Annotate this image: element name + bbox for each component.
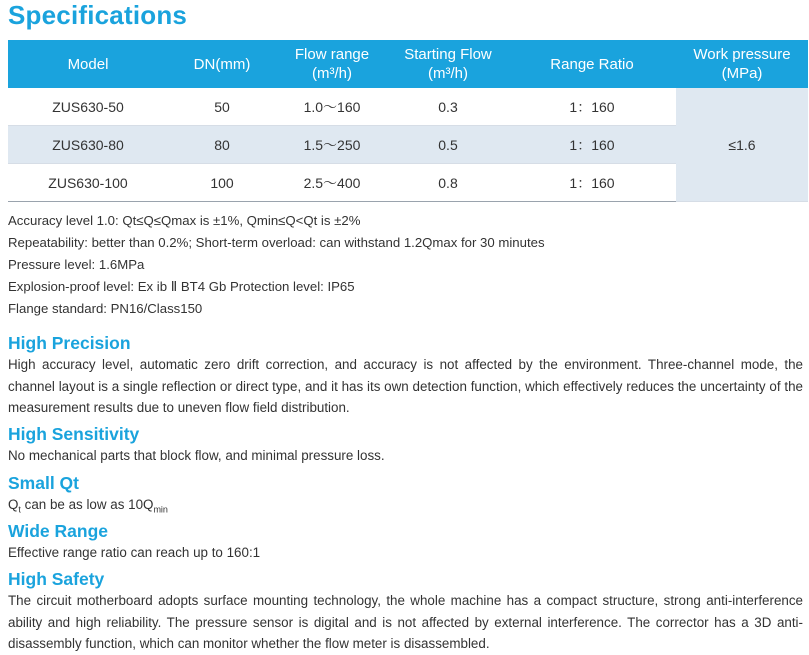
section-small-qt (8, 472, 803, 521)
cell-range-ratio: 1：160 (508, 88, 676, 126)
heading-small-qt: Small Qt (8, 473, 79, 493)
heading-high-sensitivity: High Sensitivity (8, 424, 140, 444)
note-accuracy: Accuracy level 1.0: Qt≤Q≤Qmax is ±1%, Qmin≤Q<Qt is ±2% (8, 213, 361, 228)
page-title: Specifications (8, 0, 188, 30)
cell-starting-flow: 0.3 (388, 88, 508, 126)
text-high-safety: The circuit motherboard adopts surface mounting technology, the whole machine has a compact structure, strong anti-interference ability and high reliability. The pressure sensor is digital and is not affected by external interference. The corrector has a 3D anti-disassembly function, which can monitor whether the flow meter is disassembled. (8, 593, 803, 651)
cell-model: ZUS630-50 (8, 88, 168, 126)
text-high-precision: High accuracy level, automatic zero drift correction, and accuracy is not affected by the environment. Three-channel mode, the channel layout is a single reflection or direct type, and it has its own detection function, which effectively reduces the uncertainty of the measurement results due to uneven flow field distribution. (8, 357, 803, 415)
note-pressure-level: Pressure level: 1.6MPa (8, 257, 145, 272)
table-header-row (8, 40, 808, 88)
header-dn: DN(mm) (168, 40, 276, 88)
cell-model: ZUS630-100 (8, 164, 168, 202)
heading-wide-range: Wide Range (8, 521, 108, 541)
section-wide-range (8, 520, 803, 564)
specifications-table (8, 40, 808, 202)
note-explosion-proof: Explosion-proof level: Ex ib Ⅱ BT4 Gb Protection level: IP65 (8, 279, 355, 294)
text-small-qt: $Q_t$ can be as low as $10Q_{min}$ (8, 497, 168, 515)
cell-flow-range: 1.5～250 (276, 126, 388, 164)
note-repeatability: Repeatability: better than 0.2%; Short-term overload: can withstand 1.2Qmax for 30 minutes (8, 235, 545, 250)
specification-notes (8, 210, 803, 320)
heading-high-safety: High Safety (8, 569, 105, 589)
text-high-sensitivity: No mechanical parts that block flow, and minimal pressure loss. (8, 448, 385, 463)
cell-range-ratio: 1：160 (508, 126, 676, 164)
header-flow-range: Flow range (m³/h) (276, 40, 388, 88)
cell-model: ZUS630-80 (8, 126, 168, 164)
header-starting-flow: Starting Flow (m³/h) (388, 40, 508, 88)
cell-work-pressure: ≤1.6 (676, 88, 808, 202)
cell-starting-flow: 0.8 (388, 164, 508, 202)
cell-flow-range: 1.0～160 (276, 88, 388, 126)
cell-dn: 80 (168, 126, 276, 164)
section-high-sensitivity (8, 423, 803, 467)
table-row (8, 88, 808, 126)
header-work-pressure: Work pressure (MPa) (676, 40, 808, 88)
heading-high-precision: High Precision (8, 333, 131, 353)
cell-dn: 50 (168, 88, 276, 126)
section-high-safety (8, 568, 803, 655)
note-flange-standard: Flange standard: PN16/Class150 (8, 301, 203, 316)
section-high-precision (8, 332, 803, 419)
header-model: Model (8, 40, 168, 88)
text-wide-range: Effective range ratio can reach up to 160:1 (8, 545, 261, 560)
cell-flow-range: 2.5～400 (276, 164, 388, 202)
cell-range-ratio: 1：160 (508, 164, 676, 202)
cell-dn: 100 (168, 164, 276, 202)
header-range-ratio: Range Ratio (508, 40, 676, 88)
cell-starting-flow: 0.5 (388, 126, 508, 164)
